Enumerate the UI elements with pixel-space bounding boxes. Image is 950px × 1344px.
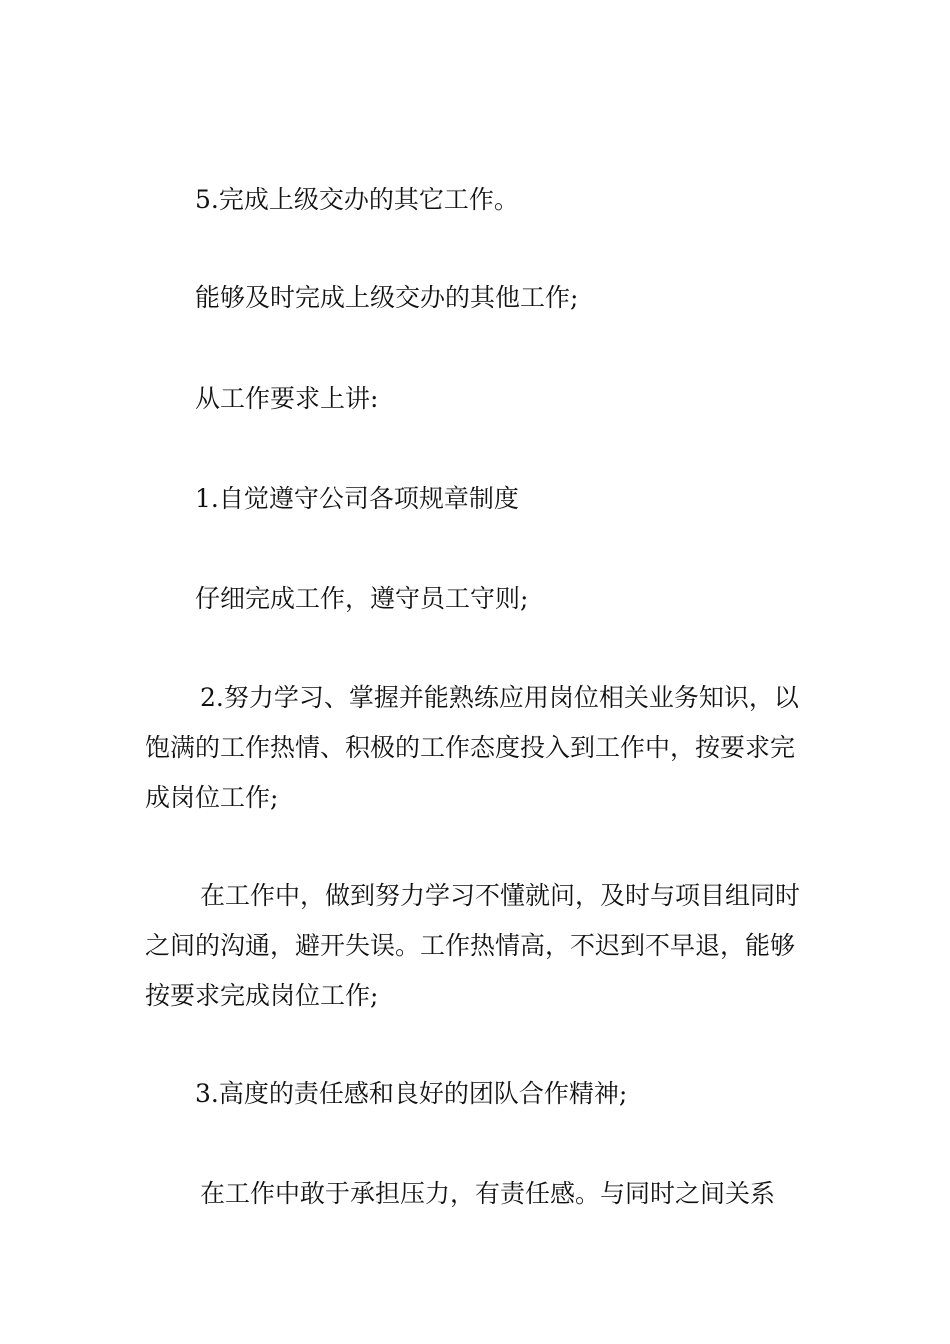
paragraph-responsibility: 在工作中敢于承担压力，有责任感。与同时之间关系 bbox=[200, 1179, 776, 1208]
paragraph-item-2: 2.努力学习、掌握并能熟练应用岗位相关业务知识，以饱满的工作热情、积极的工作态度投入到工作中，按要求完成岗位工作; bbox=[145, 683, 799, 812]
paragraph-item-3: 3.高度的责任感和良好的团队合作精神; bbox=[195, 1079, 628, 1108]
paragraph-requirements-heading: 从工作要求上讲: bbox=[195, 384, 379, 413]
paragraph-item-5: 5.完成上级交办的其它工作。 bbox=[195, 185, 519, 214]
paragraph-work-attitude: 在工作中，做到努力学习不懂就问，及时与项目组同时之间的沟通，避开失误。工作热情高，不迟到不早退，能够按要求完成岗位工作; bbox=[145, 881, 801, 1010]
paragraph-ability: 能够及时完成上级交办的其他工作; bbox=[195, 283, 579, 312]
paragraph-careful-work: 仔细完成工作，遵守员工守则; bbox=[195, 584, 529, 613]
paragraph-item-1: 1.自觉遵守公司各项规章制度 bbox=[195, 484, 519, 513]
